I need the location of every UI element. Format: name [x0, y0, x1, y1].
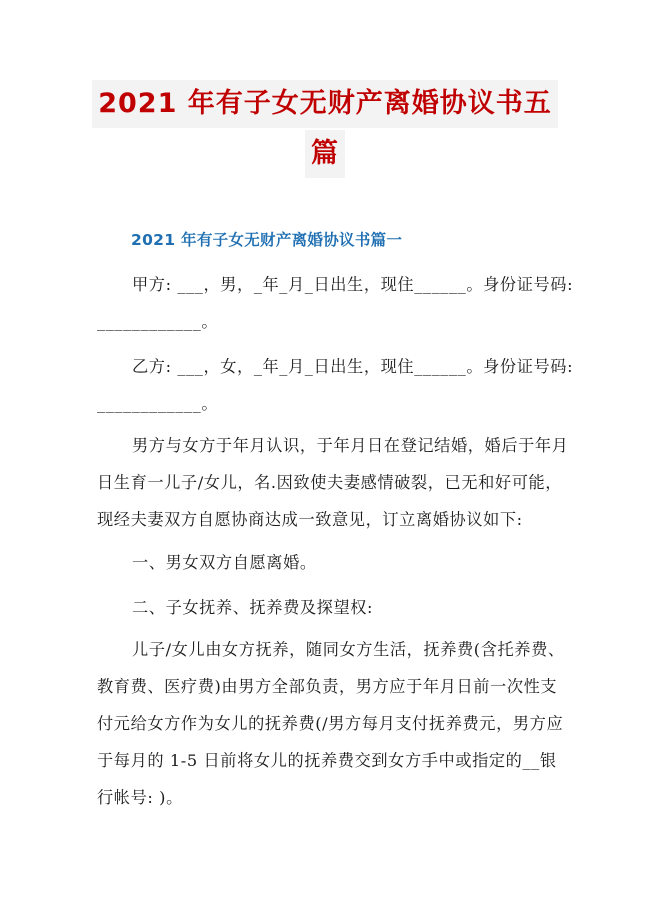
- document-title: [60, 80, 590, 178]
- custody-line-2: 教育费、医疗费)由男方全部负责，男方应于年月日前一次性支: [97, 677, 558, 696]
- party-a-line-2: ____________。: [97, 312, 219, 331]
- intro-line-3: 现经夫妻双方自愿协商达成一致意见，订立离婚协议如下:: [97, 510, 523, 529]
- clause-2-text: 二、子女抚养、抚养费及探望权:: [132, 598, 374, 617]
- intro-paragraph: [97, 427, 567, 538]
- party-b-line-1: 乙方: ___，女，_年_月_日出生，现住______。身份证号码:: [132, 357, 574, 376]
- title-line-2: 篇: [305, 130, 345, 178]
- section-heading: 2021 年有子女无财产离婚协议书篇一: [131, 231, 403, 249]
- intro-line-1: 男方与女方于年月认识，于年月日在登记结婚，婚后于年月: [132, 436, 569, 455]
- custody-line-1: 儿子/女儿由女方抚养，随同女方生活，抚养费(含托养费、: [132, 640, 565, 659]
- party-a-paragraph: [97, 266, 574, 340]
- clause-1-text: 一、男女双方自愿离婚。: [132, 553, 317, 572]
- title-line-1: 2021 年有子女无财产离婚协议书五: [92, 80, 558, 128]
- custody-line-5: 行帐号: )。: [97, 788, 183, 807]
- clause-1-paragraph: [97, 544, 567, 581]
- party-a-line-1: 甲方: ___，男，_年_月_日出生，现住______。身份证号码:: [132, 275, 574, 294]
- custody-paragraph: [97, 631, 567, 816]
- custody-line-4: 于每月的 1-5 日前将女儿的抚养费交到女方手中或指定的__银: [97, 751, 557, 770]
- custody-line-3: 付元给女方作为女儿的抚养费(/男方每月支付抚养费元，男方应: [97, 714, 564, 733]
- intro-line-2: 日生育一儿子/女儿，名.因致使夫妻感情破裂，已无和好可能，: [97, 473, 563, 492]
- clause-2-paragraph: [97, 589, 567, 626]
- party-b-paragraph: [97, 348, 574, 422]
- party-b-line-2: ____________。: [97, 394, 219, 413]
